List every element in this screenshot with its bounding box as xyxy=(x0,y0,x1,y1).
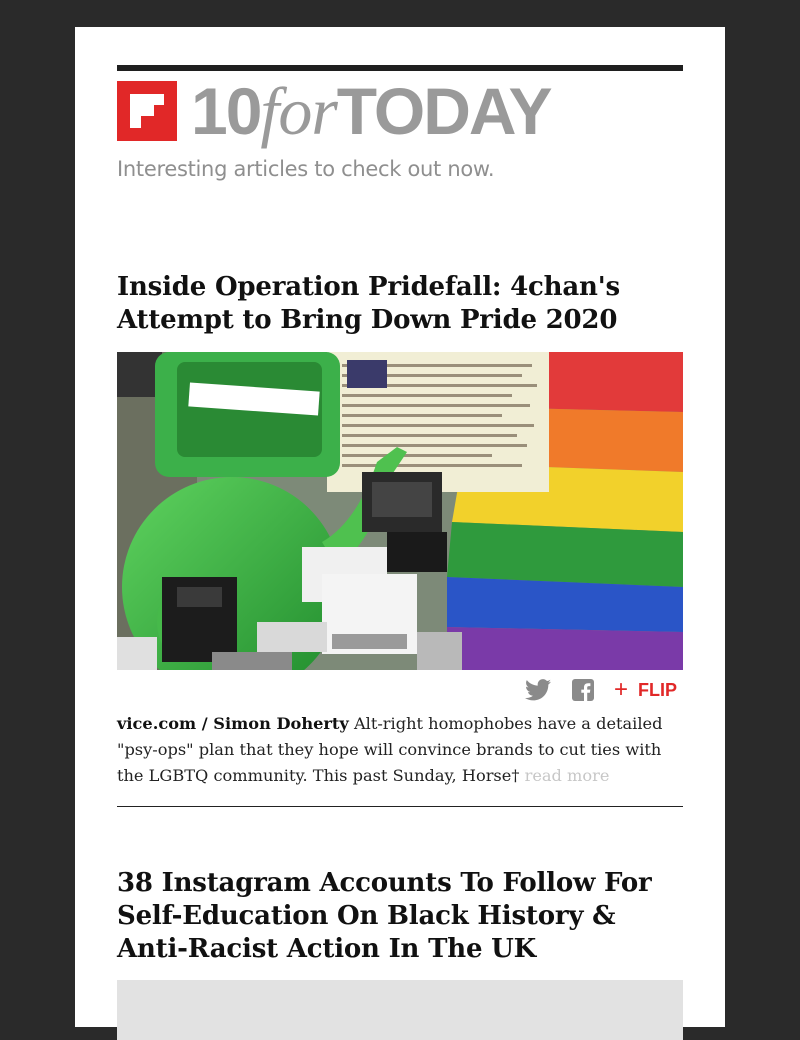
article-title[interactable]: 38 Instagram Accounts To Follow For Self-Education On Black History & Anti-Racist Action In The UK xyxy=(117,868,652,964)
facebook-icon xyxy=(572,679,594,701)
article-collage-image xyxy=(117,352,683,670)
article-title[interactable]: Inside Operation Pridefall: 4chan's Attempt to Bring Down Pride 2020 xyxy=(117,272,620,335)
flip-button[interactable] xyxy=(614,678,677,702)
article-divider xyxy=(117,806,683,807)
read-more-link[interactable]: read more xyxy=(524,766,610,785)
wordmark-mid: for xyxy=(260,73,337,149)
flipboard-logo-icon xyxy=(117,81,177,141)
share-actions xyxy=(117,677,683,705)
wordmark-tail: TODAY xyxy=(336,74,551,148)
wordmark-lead: 10 xyxy=(191,74,261,148)
twitter-share-button[interactable] xyxy=(525,679,551,706)
facebook-share-button[interactable] xyxy=(572,679,594,706)
article-summary-text: Alt-right homophobes have a detailed "psy-ops" plan that they hope will convince brands to cut ties with the LGBTQ community. This past Sunday, Horse† xyxy=(117,714,663,785)
tagline: Interesting articles to check out now. xyxy=(117,157,495,181)
plus-icon: + xyxy=(614,676,629,703)
article-source[interactable]: vice.com / Simon Doherty xyxy=(117,714,349,733)
header-logo[interactable] xyxy=(117,73,551,159)
email-card xyxy=(75,27,725,1027)
article-summary xyxy=(117,711,687,789)
twitter-icon xyxy=(525,679,551,701)
header-rule xyxy=(117,65,683,71)
wordmark xyxy=(191,73,551,149)
article-image[interactable] xyxy=(117,352,683,670)
flip-label: FLIP xyxy=(638,680,678,700)
article-image-placeholder[interactable] xyxy=(117,980,683,1040)
